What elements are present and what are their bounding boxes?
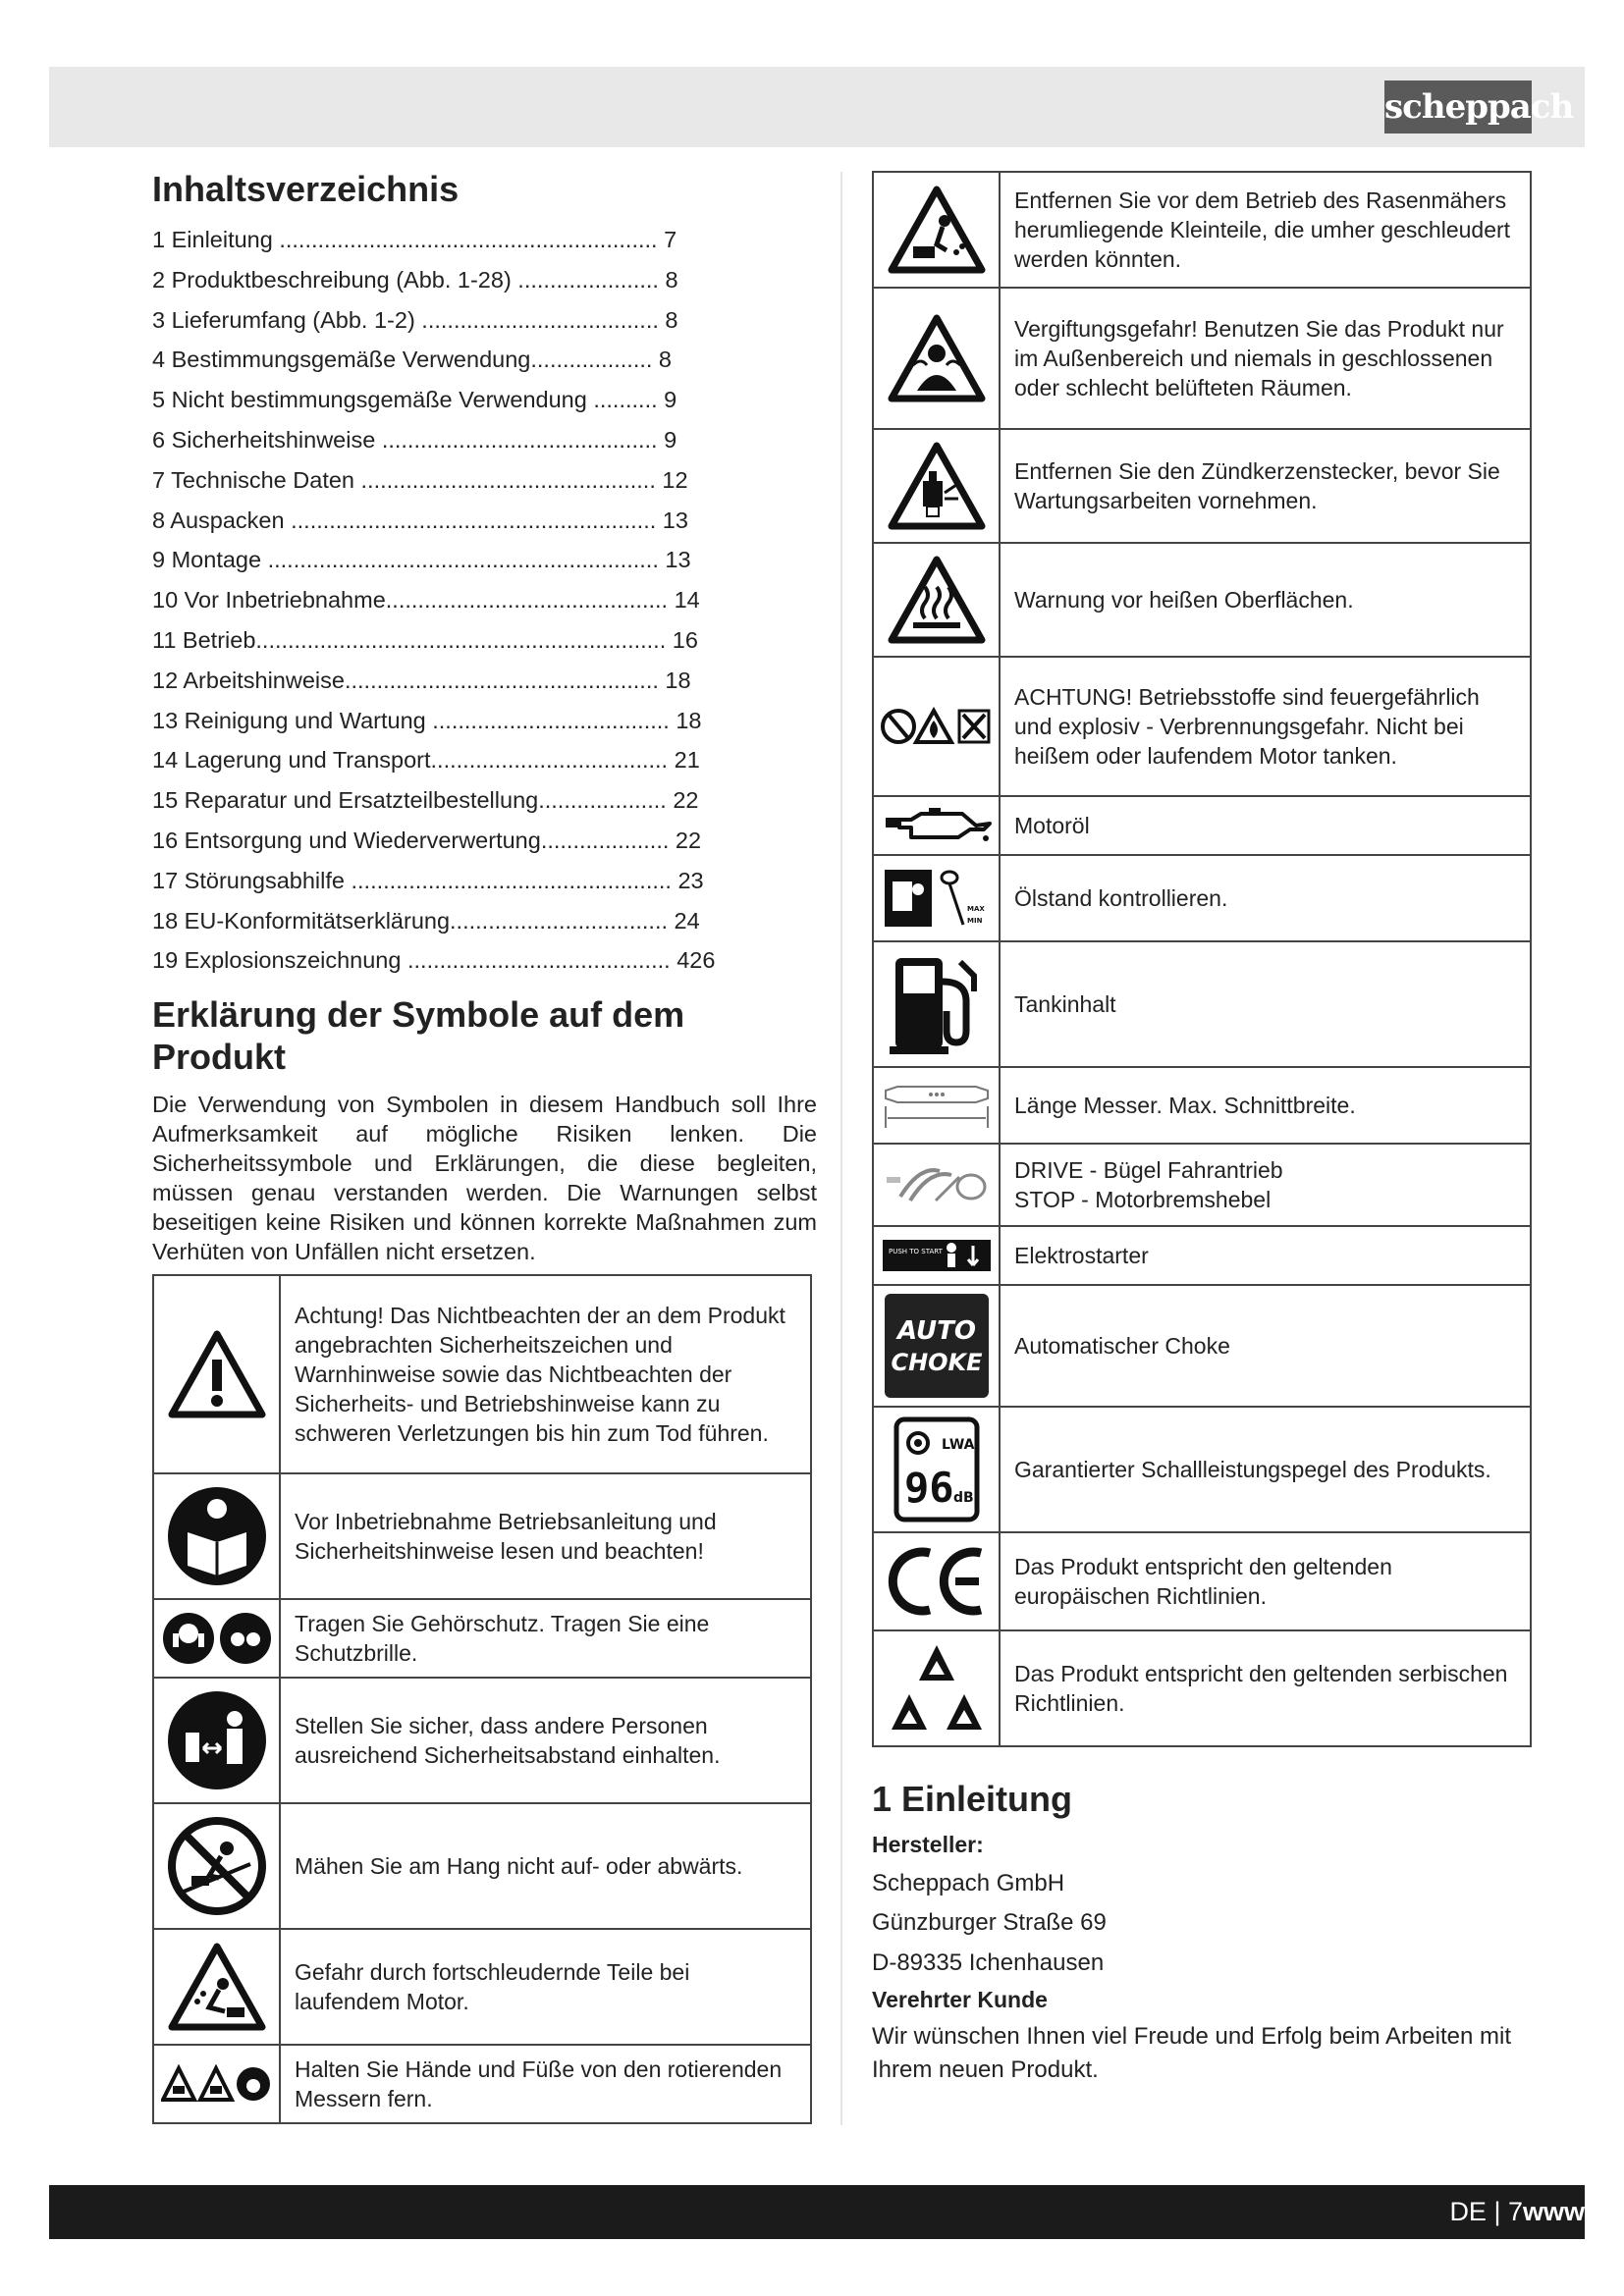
drive-stop-lever-icon xyxy=(873,1144,1000,1226)
toc-title: Inhaltsverzeichnis xyxy=(152,169,460,209)
company-name: Scheppach GmbH xyxy=(872,1870,1065,1896)
symbol-description: Motoröl xyxy=(1000,796,1531,855)
table-row xyxy=(873,1630,1531,1746)
fuel-pump-icon xyxy=(873,941,1000,1067)
remove-objects-icon xyxy=(873,172,1000,288)
symbol-description: Automatischer Choke xyxy=(1000,1285,1531,1407)
oil-can-icon xyxy=(873,796,1000,855)
toc-item[interactable]: 14 Lagerung und Transport..................................... 21 xyxy=(152,747,700,774)
svg-text:CHOKE: CHOKE xyxy=(890,1349,983,1376)
symbol-description: Mähen Sie am Hang nicht auf- oder abwärts. xyxy=(280,1803,811,1929)
table-row xyxy=(153,1803,811,1929)
hot-surface-icon xyxy=(873,543,1000,657)
electric-starter-icon xyxy=(873,1226,1000,1285)
toc-item[interactable]: 7 Technische Daten .............................................. 12 xyxy=(152,466,688,493)
manufacturer-label: Hersteller: xyxy=(872,1832,984,1857)
symbol-description: Tragen Sie Gehörschutz. Tragen Sie eine Schutzbrille. xyxy=(280,1599,811,1678)
toc-item[interactable]: 16 Entsorgung und Wiederverwertung.................... 22 xyxy=(152,827,702,853)
toc-item[interactable]: 3 Lieferumfang (Abb. 1-2) ..................................... 8 xyxy=(152,306,678,333)
symbol-description: Elektrostarter xyxy=(1000,1226,1531,1285)
fuel-hazard-icon xyxy=(873,657,1000,796)
table-row xyxy=(873,1144,1531,1226)
serbian-conformity-icon xyxy=(873,1630,1000,1746)
symbol-description: Das Produkt entspricht den geltenden serbischen Richtlinien. xyxy=(1000,1630,1531,1746)
table-of-contents xyxy=(152,220,761,981)
symbol-description xyxy=(1000,1144,1531,1226)
general-warning-icon xyxy=(153,1275,280,1473)
company-street: Günzburger Straße 69 xyxy=(872,1909,1107,1936)
toc-item[interactable]: 12 Arbeitshinweise................................................. 18 xyxy=(152,667,691,693)
table-row xyxy=(873,657,1531,796)
table-row xyxy=(873,1532,1531,1630)
blade-length-icon xyxy=(873,1067,1000,1144)
toc-item[interactable]: 6 Sicherheitshinweise ........................................... 9 xyxy=(152,426,677,453)
safety-distance-icon xyxy=(153,1678,280,1803)
toc-item[interactable]: 19 Explosionszeichnung ......................................... 426 xyxy=(152,947,716,974)
column-divider xyxy=(840,172,842,2125)
symbol-description: Garantierter Schallleistungspegel des Produkts. xyxy=(1000,1407,1531,1532)
auto-choke-icon xyxy=(873,1285,1000,1407)
symbol-description: Vor Inbetriebnahme Betriebsanleitung und Sicherheitshinweise lesen und beachten! xyxy=(280,1473,811,1599)
customer-label: Verehrter Kunde xyxy=(872,1987,1048,2012)
stop-lever-label: STOP - Motorbremshebel xyxy=(1014,1187,1272,1212)
toc-item[interactable]: 17 Störungsabhilfe .................................................. 23 xyxy=(152,867,704,893)
welcome-message: Wir wünschen Ihnen viel Freude und Erfolg beim Arbeiten mit Ihrem neuen Produkt. xyxy=(872,2023,1511,2083)
table-row xyxy=(873,1407,1531,1532)
svg-text:96: 96 xyxy=(903,1464,954,1512)
symbol-description: Ölstand kontrollieren. xyxy=(1000,855,1531,941)
symbol-description: Stellen Sie sicher, dass andere Personen ausreichend Sicherheitsabstand einhalten. xyxy=(280,1678,811,1803)
toc-item[interactable]: 13 Reinigung und Wartung ..................................... 18 xyxy=(152,707,702,733)
toc-item[interactable]: 4 Bestimmungsgemäße Verwendung................... 8 xyxy=(152,347,673,373)
toc-item[interactable]: 8 Auspacken ......................................................... 13 xyxy=(152,507,688,533)
read-manual-icon xyxy=(153,1473,280,1599)
table-row xyxy=(153,2045,811,2123)
footer-band xyxy=(49,2185,1585,2239)
poisoning-icon xyxy=(873,288,1000,429)
flying-debris-icon xyxy=(153,1929,280,2045)
symbol-description: Entfernen Sie den Zündkerzenstecker, bevor Sie Wartungsarbeiten vornehmen. xyxy=(1000,429,1531,543)
symbol-description: Länge Messer. Max. Schnittbreite. xyxy=(1000,1067,1531,1144)
toc-item[interactable]: 9 Montage ............................................................. 13 xyxy=(152,547,691,573)
symbol-description: Achtung! Das Nichtbeachten der an dem Produkt angebrachten Sicherheitszeichen und Warnhinweise sowie das Nichtbeachten der Sicherheits- und Betriebshinweise kann zu schweren Verletzungen bis hin zum Tod führen. xyxy=(280,1275,811,1473)
no-slope-mowing-icon xyxy=(153,1803,280,1929)
table-row xyxy=(873,172,1531,288)
brand-logo: scheppach xyxy=(1384,80,1532,133)
svg-text:PUSH TO START: PUSH TO START xyxy=(888,1248,943,1255)
symbol-description: Vergiftungsgefahr! Benutzen Sie das Produkt nur im Außenbereich und niemals in geschlossenen oder schlecht belüfteten Räumen. xyxy=(1000,288,1531,429)
svg-text:MIN: MIN xyxy=(966,917,982,925)
toc-item[interactable]: 1 Einleitung ........................................................... 7 xyxy=(152,227,677,252)
table-row xyxy=(873,429,1531,543)
spark-plug-icon xyxy=(873,429,1000,543)
svg-text:dB: dB xyxy=(952,1490,974,1506)
table-row xyxy=(153,1929,811,2045)
symbol-description: Halten Sie Hände und Füße von den rotierenden Messern fern. xyxy=(280,2045,811,2123)
symbol-table-left xyxy=(152,1274,812,2124)
symbol-table-right xyxy=(872,171,1532,1747)
symbols-intro: Die Verwendung von Symbolen in diesem Handbuch soll Ihre Aufmerksamkeit auf mögliche Risiken lenken. Die Sicherheitssymbole und Erklärungen, die diese begleiten, müssen genau verstanden werden. Die Warnungen selbst beseitigen keine Risiken und können korrekte Maßnahmen zum Verhüten von Unfällen nicht ersetzen. xyxy=(152,1092,817,1264)
company-city: D-89335 Ichenhausen xyxy=(872,1949,1105,1976)
table-row xyxy=(153,1275,811,1473)
symbols-section-title: Erklärung der Symbole auf dem Produkt xyxy=(152,994,685,1077)
toc-item[interactable]: 5 Nicht bestimmungsgemäße Verwendung .......... 9 xyxy=(152,387,677,413)
toc-item[interactable]: 10 Vor Inbetriebnahme............................................ 14 xyxy=(152,587,700,614)
svg-text:AUTO: AUTO xyxy=(896,1316,976,1346)
page-number: DE | 7www xyxy=(1449,2197,1585,2226)
rotating-blade-icon xyxy=(153,2045,280,2123)
symbol-description: Das Produkt entspricht den geltenden europäischen Richtlinien. xyxy=(1000,1532,1531,1630)
symbol-description: Warnung vor heißen Oberflächen. xyxy=(1000,543,1531,657)
toc-item[interactable]: 2 Produktbeschreibung (Abb. 1-28) ...................... 8 xyxy=(152,266,678,293)
symbol-description: ACHTUNG! Betriebsstoffe sind feuergefährlich und explosiv - Verbrennungsgefahr. Nicht bei heißem oder laufendem Motor tanken. xyxy=(1000,657,1531,796)
table-row xyxy=(873,796,1531,855)
symbol-description: Entfernen Sie vor dem Betrieb des Rasenmähers herumliegende Kleinteile, die umher geschleudert werden könnten. xyxy=(1000,172,1531,288)
table-row xyxy=(873,1226,1531,1285)
svg-text:LWA: LWA xyxy=(941,1437,974,1453)
table-row xyxy=(153,1678,811,1803)
header-band xyxy=(49,67,1585,147)
table-row xyxy=(873,1285,1531,1407)
sound-power-icon xyxy=(873,1407,1000,1532)
table-row xyxy=(873,941,1531,1067)
symbol-description: Gefahr durch fortschleudernde Teile bei laufendem Motor. xyxy=(280,1929,811,2045)
toc-item[interactable]: 18 EU-Konformitätserklärung.................................. 24 xyxy=(152,907,700,934)
svg-text:MAX: MAX xyxy=(966,905,985,913)
toc-item[interactable]: 11 Betrieb................................................................ 16 xyxy=(152,626,698,653)
table-row xyxy=(873,855,1531,941)
oil-level-icon xyxy=(873,855,1000,941)
url-fragment: www xyxy=(1522,2197,1585,2226)
table-row xyxy=(153,1473,811,1599)
ce-mark-icon xyxy=(873,1532,1000,1630)
table-row xyxy=(873,288,1531,429)
toc-item[interactable]: 15 Reparatur und Ersatzteilbestellung.................... 22 xyxy=(152,787,699,814)
table-row xyxy=(873,543,1531,657)
table-row xyxy=(873,1067,1531,1144)
ear-eye-protection-icon xyxy=(153,1599,280,1678)
table-row xyxy=(153,1599,811,1678)
symbol-description: Tankinhalt xyxy=(1000,941,1531,1067)
einleitung-title: 1 Einleitung xyxy=(872,1779,1073,1819)
drive-lever-label: DRIVE - Bügel Fahrantrieb xyxy=(1014,1157,1283,1183)
